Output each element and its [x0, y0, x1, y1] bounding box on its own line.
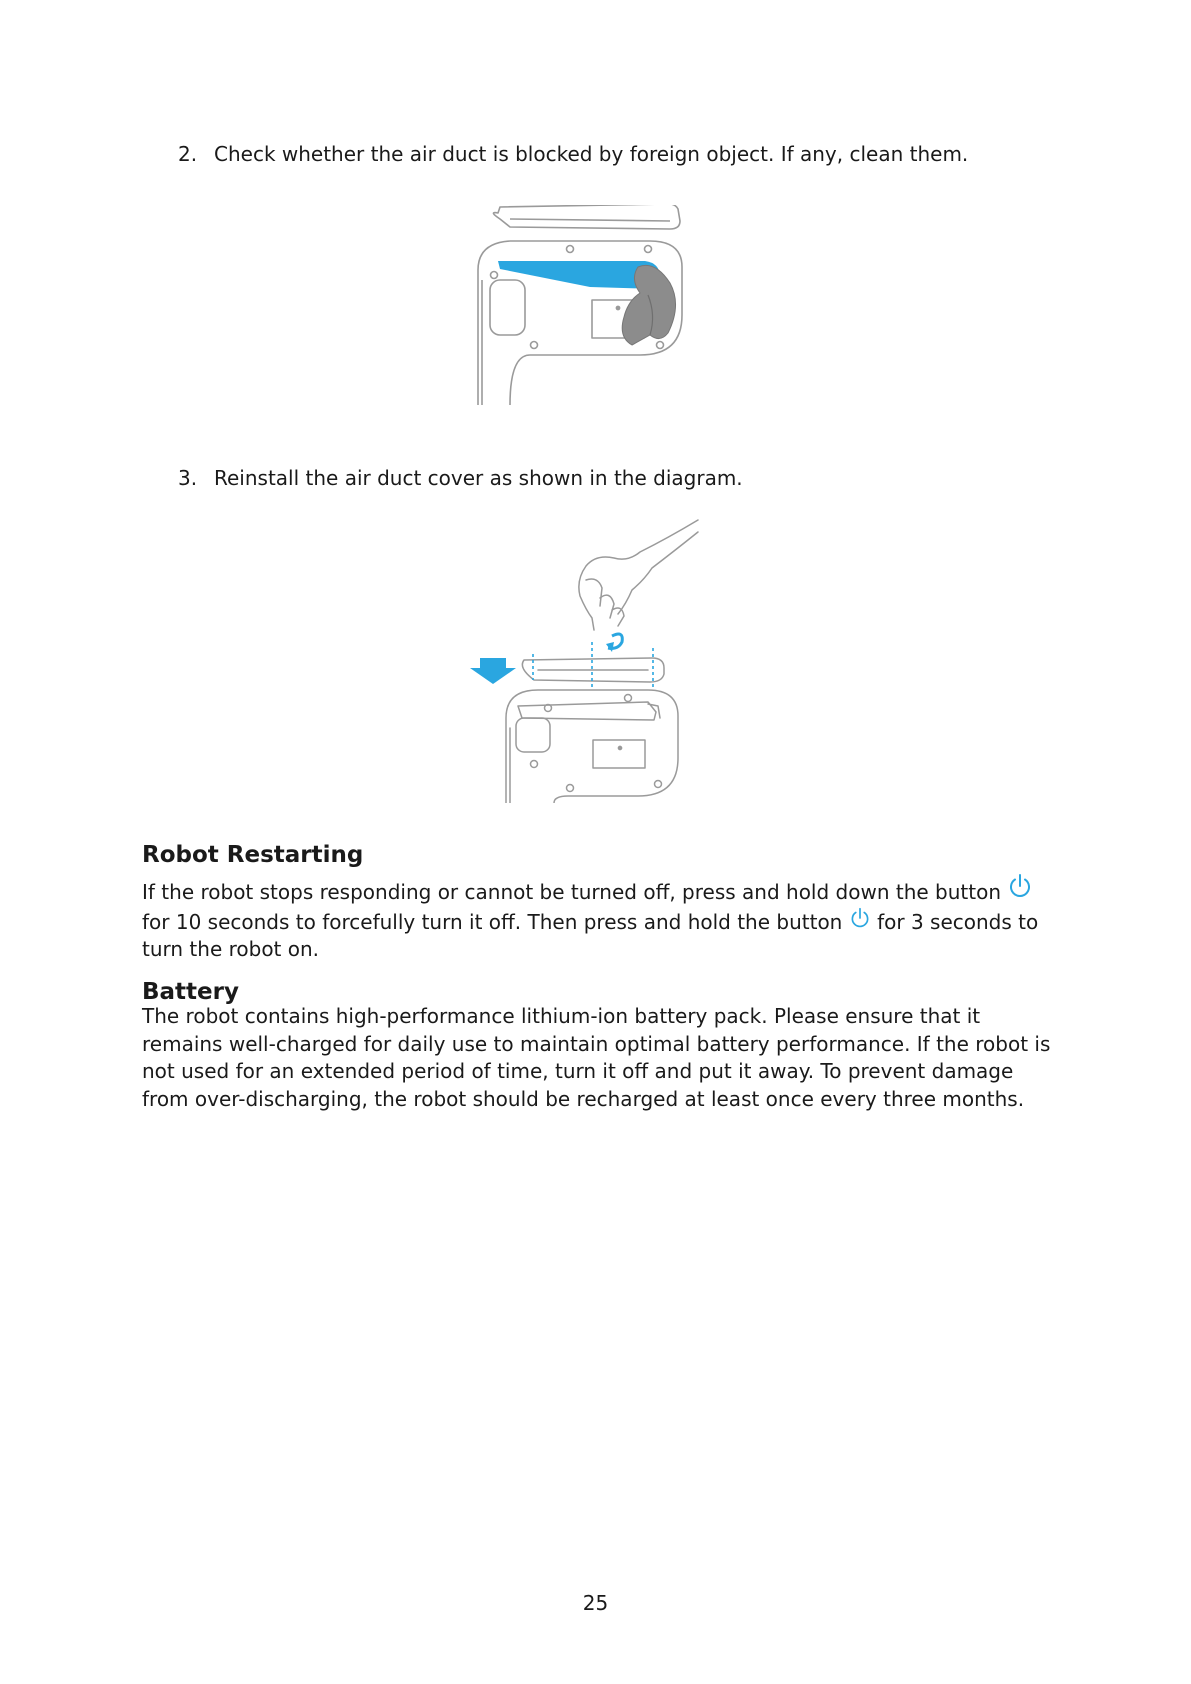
power-icon — [1007, 873, 1033, 899]
hand — [579, 520, 698, 630]
step-text: Reinstall the air duct cover as shown in the diagram. — [214, 466, 743, 490]
step-2 — [178, 141, 968, 167]
duct-cover — [493, 205, 680, 229]
restarting-text-2: for 10 seconds to forcefully turn it off. Then press and hold the button — [142, 909, 843, 934]
restarting-text-1: If the robot stops responding or cannot be turned off, press and hold down the button — [142, 880, 1002, 904]
step-number: 3. — [178, 466, 198, 490]
step-text: Check whether the air duct is blocked by foreign object. If any, clean them. — [214, 142, 969, 166]
battery-paragraph: The robot contains high-performance lithium-ion battery pack. Please ensure that it remains well-charged for daily use to maintain optimal battery performance. If the robot is not used for an extended period of time, turn it off and put it away. To prevent damage from over-discharging, the robot should be recharged at least once every three months. — [142, 1004, 1051, 1111]
page-number: 25 — [582, 1591, 609, 1615]
restarting-paragraph — [142, 873, 1062, 964]
reinstall-cover-illustration — [468, 518, 718, 803]
battery-heading: Battery — [142, 979, 239, 1005]
step-3 — [178, 465, 743, 491]
air-duct-cleaning-illustration — [470, 205, 720, 405]
restarting-text-3: for 3 seconds to turn the robot on. — [142, 909, 1039, 961]
restarting-heading: Robot Restarting — [142, 842, 364, 868]
power-icon — [849, 907, 871, 929]
step-number: 2. — [178, 142, 198, 166]
down-arrow-icon — [470, 658, 516, 684]
